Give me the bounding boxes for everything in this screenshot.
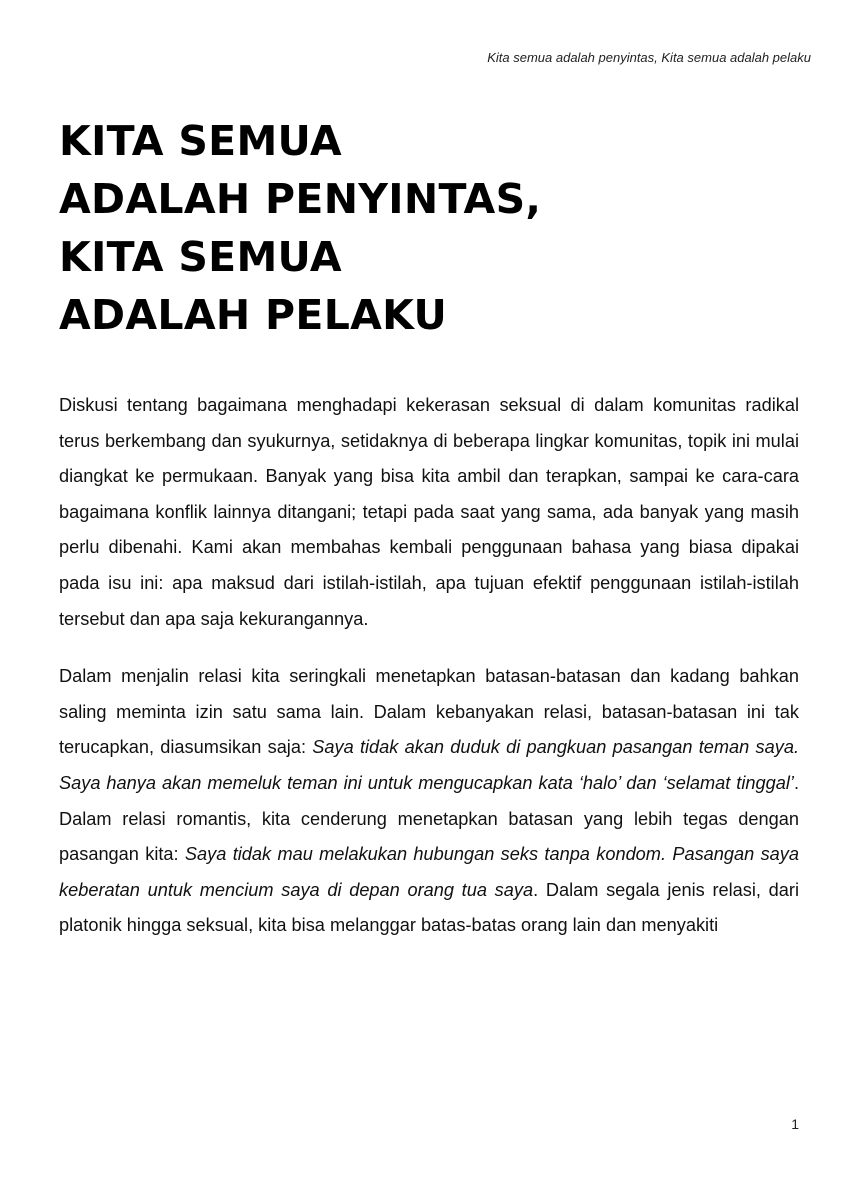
page-number: 1 [791, 1116, 799, 1132]
paragraph-2-text: . Dalam segala jenis relasi, dari platonik hingga seksual, kita bisa melanggar batas-batas orang lain dan menyakiti [59, 879, 799, 936]
paragraph-2-text: . Dalam relasi romantis, kita cenderung menetapkan batasan yang lebih tegas dengan pasangan kita: [59, 772, 799, 865]
title-line: ADALAH PENYINTAS, [59, 175, 542, 223]
paragraph-2-italic-example: Saya tidak akan duduk di pangkuan pasangan teman saya. Saya hanya akan memeluk teman ini untuk mengucapkan kata ‘halo’ dan ‘selamat tinggal’ [59, 737, 799, 793]
title-line: KITA SEMUA [59, 233, 342, 281]
paragraph-1: Diskusi tentang bagaimana menghadapi kekerasan seksual di dalam komunitas radikal terus berkembang dan syukurnya, setidaknya di beberapa lingkar komunitas, topik ini mulai diangkat ke permukaan. Banyak yang bisa kita ambil dan terapkan, sampai ke cara-cara bagaimana konflik lainnya ditangani; tetapi pada saat yang sama, ada banyak yang masih perlu dibenahi. Kami akan membahas kembali penggunaan bahasa yang biasa dipakai pada isu ini: apa maksud dari istilah-istilah, apa tujuan efektif penggunaan istilah-istilah tersebut dan apa saja kekurangannya. [59, 395, 799, 629]
paragraph-2-italic-example: Saya tidak mau melakukan hubungan seks tanpa kondom. Pasangan saya keberatan untuk mencium saya di depan orang tua saya [59, 844, 799, 900]
paragraph-2-text: Dalam menjalin relasi kita seringkali menetapkan batasan-batasan dan kadang bahkan saling meminta izin satu sama lain. Dalam kebanyakan relasi, batasan-batasan ini tak terucapkan, diasumsikan saja: [59, 666, 799, 758]
title-line: ADALAH PELAKU [59, 291, 448, 339]
body-text [59, 388, 799, 966]
running-header: Kita semua adalah penyintas, Kita semua adalah pelaku [487, 50, 811, 65]
document-title [59, 112, 541, 344]
paragraph-2 [59, 659, 799, 944]
title-line: KITA SEMUA [59, 117, 342, 165]
